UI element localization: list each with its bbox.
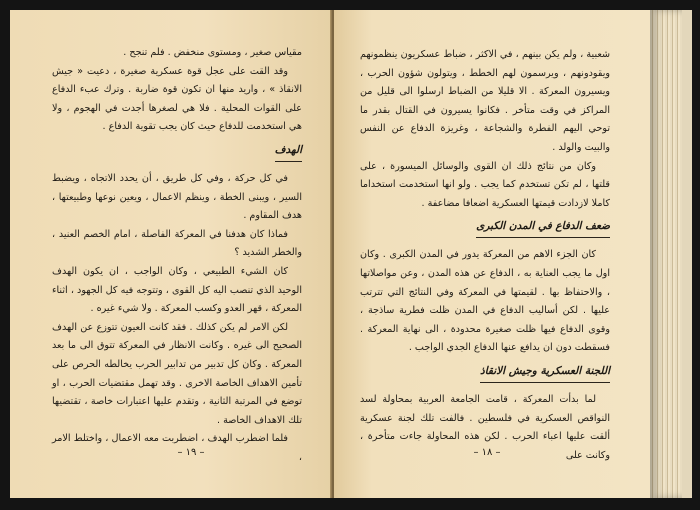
paragraph: وقد القت على عجل قوة عسكرية صغيرة ، دعيت « جيش الانقاذ » ، واريد منها ان تكون قوة ضاربة . وترك عبء الدفاع على القوات المحلية . فلا هي لصغرها أجدت في الهجوم ، ولا هي استخدمت للدفاع حيث كان يجب تقوية الدفاع . [52,65,302,133]
paragraph: فلما اضطرب الهدف ، اضطربت معه الاعمال ، واختلط الامر ، [52,433,302,463]
paragraph: كان الجزء الاهم من المعركة يدور في المدن الكبرى . وكان اول ما يجب العناية به ، الدفاع عن هذه المدن ، وعن مواصلاتها ، والاحتفاظ بها . لقيمتها في المعركة وفي النتائج التي تترتب عليها . لكن أساليب الدفاع في المدن ظلت فطرية ساذجة ، وقوى الدفاع فيها ظلت صغيرة محدودة ، الى نهاية المعركة . فسقطت دون ان يدافع عنها الدفاع الجدي الواجب . [360,249,610,354]
paragraph: كان الشيء الطبيعي ، وكان الواجب ، ان يكون الهدف الوحيد الذي تنصب اليه كل القوى ، وتتوجه فيه كل الجهود ، اثناء المعركة ، قهر العدو وكسب المعركة . ولا شيء غيره . [52,265,302,315]
left-page-text [52,44,302,467]
section-heading: ضعف الدفاع في المدن الكبرى [476,217,610,238]
paragraph: لما بدأت المعركة ، قامت الجامعة العربية بمحاولة لسد النواقص العسكرية في فلسطين . فالفت تلك لجنة عسكرية ألقت عليها اعباء الحرب . لكن هذه المحاولة جاءت متأخرة ، وكانت على [360,393,610,461]
page-edges [650,10,692,498]
page-number: – ١٩ – [177,447,205,458]
paragraph: وكان من نتائج ذلك ان القوى والوسائل الميسورة ، على قلتها ، لم تكن تستخدم كما يجب . ولو انها استخدمت استخداما كاملا لازدادت قيمتها العسكرية اضعافا مضاعفة . [360,160,610,209]
section-heading: اللجنة العسكرية وجيش الانقاذ [480,362,610,383]
left-page [10,10,332,498]
right-page [334,10,650,498]
paragraph: مقياس صغير ، ومستوى منخفض . فلم تنجح . [123,47,302,58]
page-number: – ١٨ – [473,447,501,458]
paragraph: لكن الامر لم يكن كذلك . فقد كانت العيون تتوزع عن الهدف الصحيح الى غيره . وكانت الانظار في المعركة تتوق الى ما بعد المعركة . وكان كل تدبير من تدابير الحرب يخالطه الحرص على تأمين الاهداف الخاصة الاخرى . وقد تهمل مقتضيات الحرب ، او توضع في المرتبة الثانية ، وتقدم عليها اعتبارات خاصة ، تقتضيها تلك الاهداف الخاصة . [52,321,302,426]
section-heading: الهدف [275,141,302,162]
paragraph: في كل حركة ، وفي كل طريق ، أن يحدد الاتجاه ، ويضبط السير ، ويبنى الخطة ، وينظم الاعمال ، ويعين نوعها وطبيعتها ، هدف المقاوم . [52,172,302,222]
right-page-text [360,46,610,465]
paragraph: شعبية ، ولم يكن بينهم ، في الاكثر ، ضباط عسكريون ينظمونهم ويقودونهم ، ويرسمون لهم الخطط ، ويتولون شؤون الحرب ، ويسيرون المعركة . الا قليلا من الضباط ارسلوا الى قليل من المراكز في وقت متأخر . فكانوا يسيرون في القتال بقدر ما توحي اليهم الفطرة والشجاعة ، وغريزة الدفاع عن النفس والبيت والولد . [360,49,610,153]
paragraph: فماذا كان هدفنا في المعركة الفاصلة ، امام الخصم العنيد ، والخطر الشديد ؟ [52,228,302,259]
